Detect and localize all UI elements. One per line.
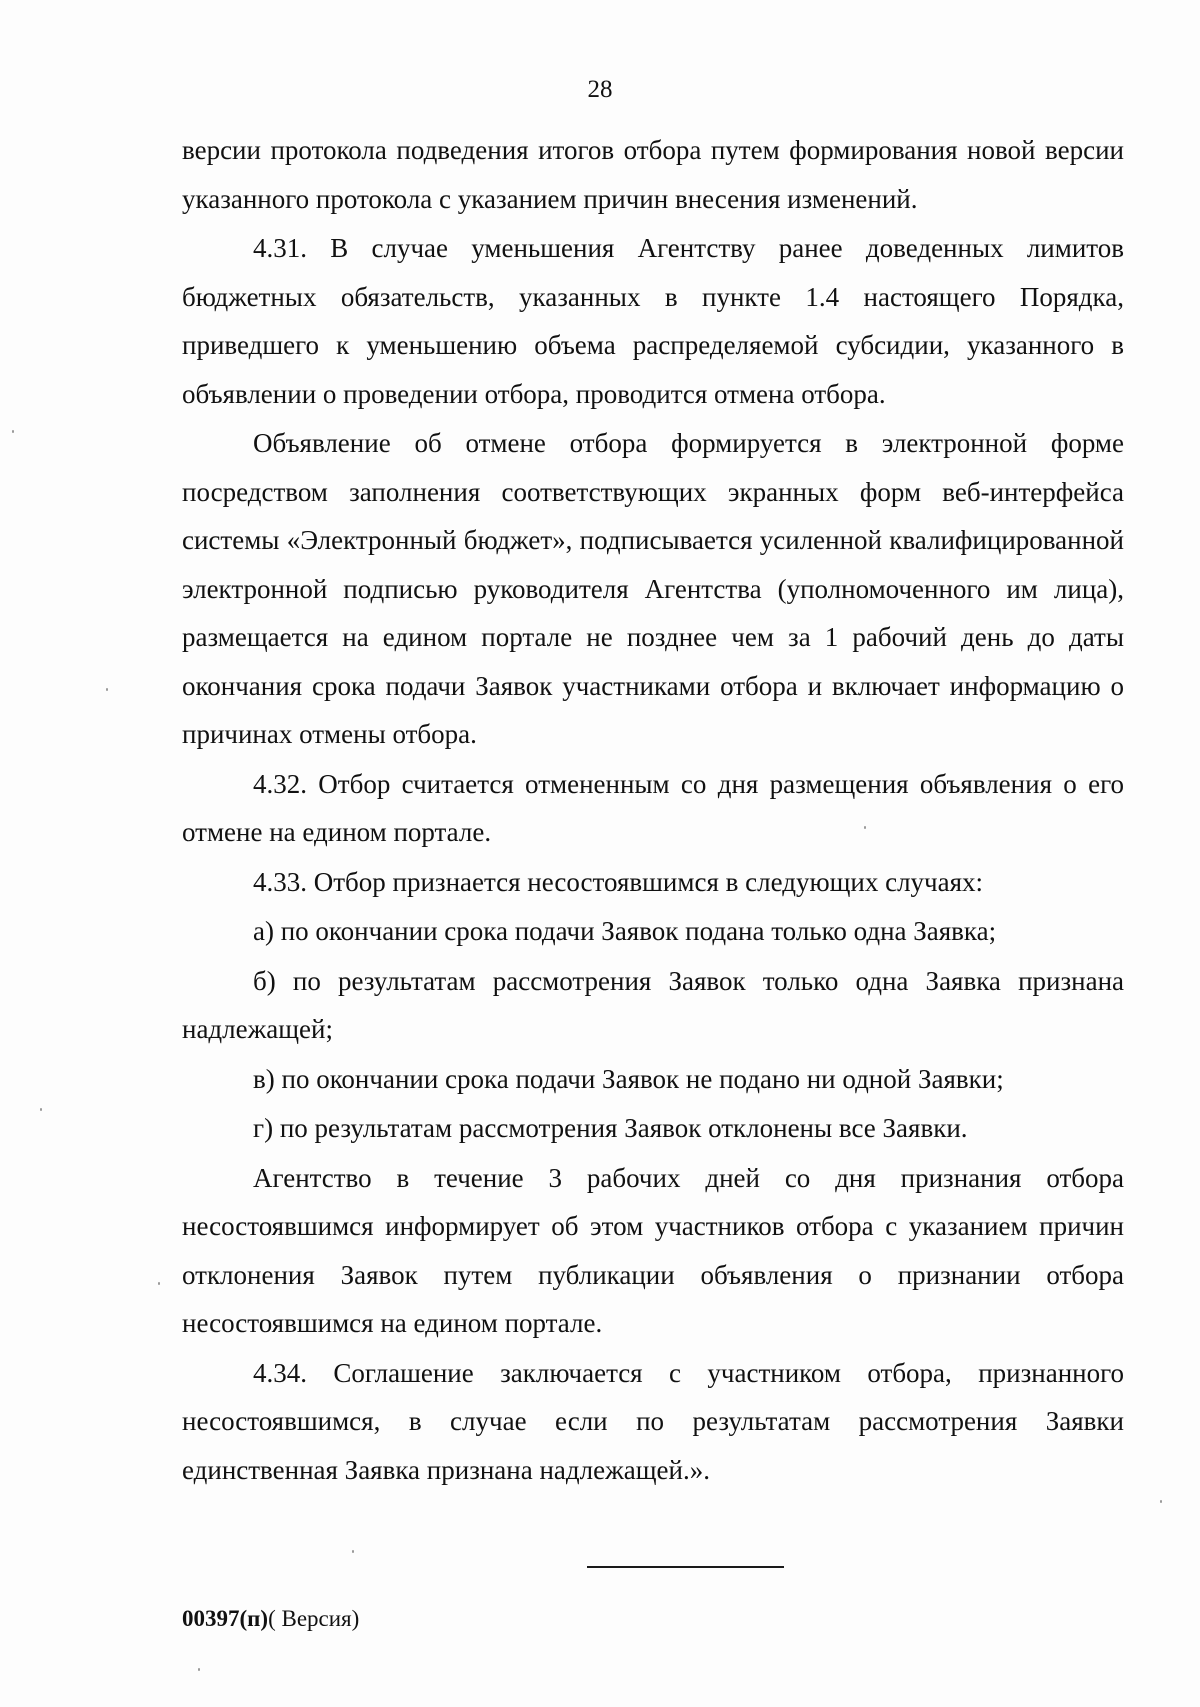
document-footer: [182, 1604, 359, 1634]
paragraph-4-31: 4.31. В случае уменьшения Агентству ранее доведенных лимитов бюджетных обязательств, указанных в пункте 1.4 настоящего Порядка, приведшего к уменьшению объема распределяемой субсидии, указанного в объявлении о проведении отбора, проводится отмена отбора.: [182, 233, 1124, 409]
list-item-a: а) по окончании срока подачи Заявок подана только одна Заявка;: [253, 916, 997, 946]
scan-speck: [106, 688, 108, 691]
end-separator-line: [587, 1566, 784, 1568]
paragraph-4-32: 4.32. Отбор считается отмененным со дня размещения объявления о его отмене на едином портале.: [182, 768, 1124, 847]
list-item-v: в) по окончании срока подачи Заявок не подано ни одной Заявки;: [253, 1063, 1004, 1094]
scan-speck: [12, 430, 14, 433]
document-code: 00397(п): [182, 1606, 269, 1631]
scan-speck: [158, 1282, 160, 1285]
document-version: ( Версия): [268, 1606, 360, 1631]
page-number: 28: [587, 76, 613, 103]
list-item-g: г) по результатам рассмотрения Заявок отклонены все Заявки.: [253, 1113, 968, 1143]
paragraph-4-34: 4.34. Соглашение заключается с участником отбора, признанного несостоявшимся, в случае если по результатам рассмотрения Заявки единственная Заявка признана надлежащей.».: [182, 1357, 1124, 1485]
paragraph-agency-informs: Агентство в течение 3 рабочих дней со дня признания отбора несостоявшимся информирует об этом участников отбора с указанием причин отклонения Заявок путем публикации объявления о признании отбора несостоявшимся на едином портале.: [182, 1162, 1124, 1338]
paragraph-cancellation-notice: Объявление об отмене отбора формируется в электронной форме посредством заполнения соответствующих экранных форм веб-интерфейса системы «Электронный бюджет», подписывается усиленной квалифицированной электронной подписью руководителя Агентства (уполномоченного им лица), размещается на едином портале не позднее чем за 1 рабочий день до даты окончания срока подачи Заявок участниками отбора и включает информацию о причинах отмены отбора.: [182, 428, 1124, 749]
paragraph-continuation: версии протокола подведения итогов отбора путем формирования новой версии указанного протокола с указанием причин внесения изменений.: [182, 135, 1124, 214]
scan-speck: [864, 826, 866, 829]
document-body: [182, 126, 1124, 1495]
scan-speck: [1160, 1500, 1162, 1503]
list-item-b: б) по результатам рассмотрения Заявок только одна Заявка признана надлежащей;: [182, 965, 1124, 1044]
scan-speck: [352, 1550, 354, 1553]
scan-speck: [40, 1108, 42, 1111]
paragraph-4-33: 4.33. Отбор признается несостоявшимся в следующих случаях:: [253, 866, 984, 897]
scan-speck: [198, 1668, 200, 1671]
